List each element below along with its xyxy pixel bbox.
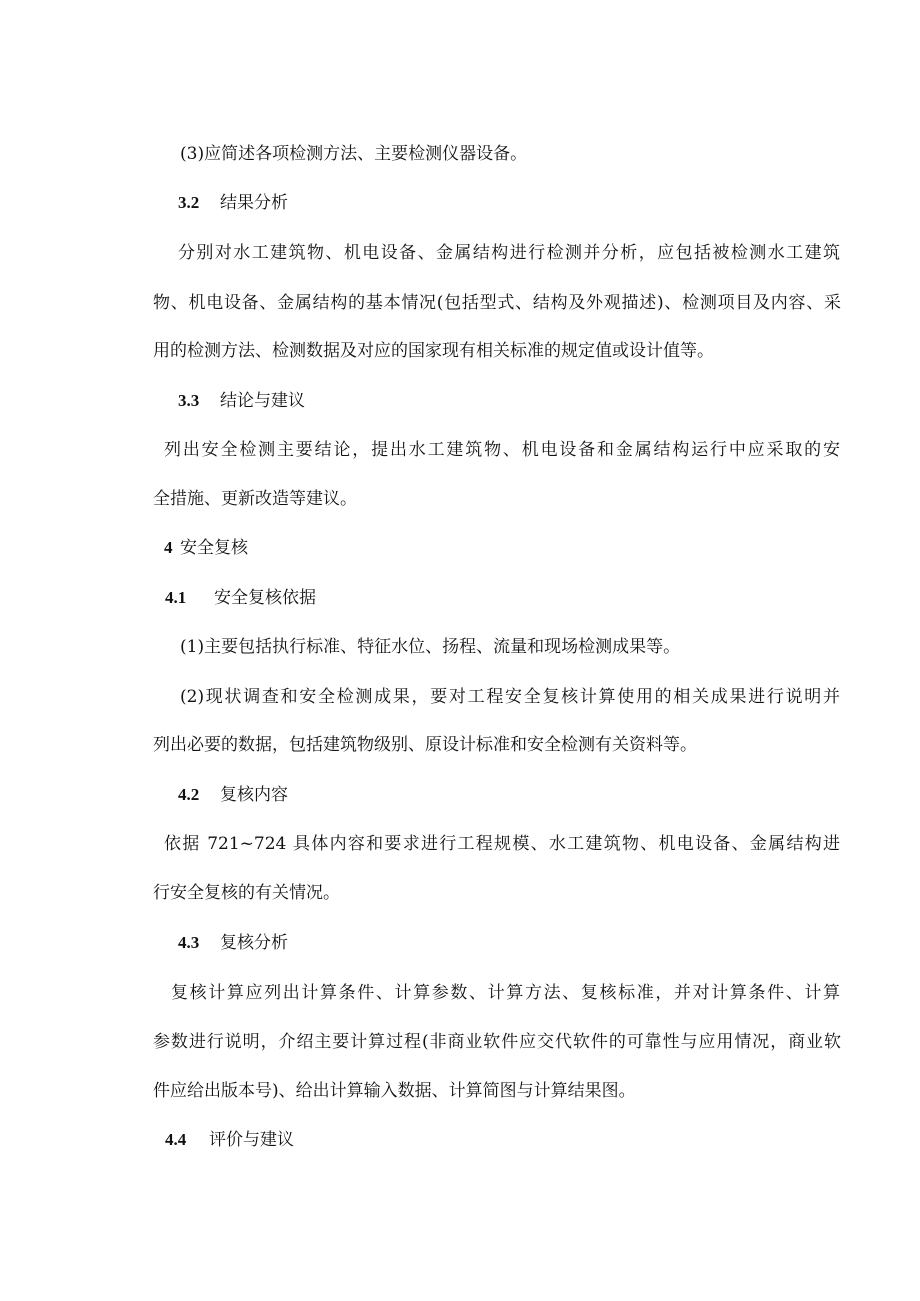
paragraph-line: 分别对水工建筑物、机电设备、金属结构进行检测并分析，应包括被检测水工建筑: [178, 243, 840, 263]
section-title: 评价与建议: [209, 1130, 294, 1150]
paragraph-line: 件应给出版本号)、给出计算输入数据、计算简图与计算结果图。: [153, 1081, 636, 1101]
paragraph-line: 物、机电设备、金属结构的基本情况(包括型式、结构及外观描述)、检测项目及内容、采: [153, 293, 841, 313]
section-heading-3-2: [178, 192, 288, 214]
paragraph-line: 参数进行说明，介绍主要计算过程(非商业软件应交代软件的可靠性与应用情况，商业软: [153, 1032, 841, 1052]
section-title: 复核分析: [220, 933, 288, 953]
section-number: 4.3: [178, 933, 200, 952]
paragraph-line: 复核计算应列出计算条件、计算参数、计算方法、复核标准，并对计算条件、计算: [171, 983, 840, 1003]
section-heading-4-1: [165, 587, 316, 609]
section-number: 4.1: [165, 588, 187, 607]
section-heading-4-3: [178, 932, 288, 954]
section-heading-4-2: [178, 784, 288, 806]
paragraph-line: 行安全复核的有关情况。: [153, 883, 340, 903]
list-item-line: (2)现状调查和安全检测成果，要对工程安全复核计算使用的相关成果进行说明并: [180, 687, 840, 707]
paragraph-line: 列出安全检测主要结论，提出水工建筑物、机电设备和金属结构运行中应采取的安: [164, 440, 840, 460]
section-number: 4.2: [178, 785, 200, 804]
section-title: 结论与建议: [220, 391, 305, 411]
paragraph-line: 用的检测方法、检测数据及对应的国家现有相关标准的规定值或设计值等。: [153, 341, 714, 361]
section-number: 4.4: [165, 1130, 187, 1149]
paragraph-line: 依据 721~724 具体内容和要求进行工程规模、水工建筑物、机电设备、金属结构进: [164, 834, 840, 854]
paragraph-line: 全措施、更新改造等建议。: [153, 489, 357, 509]
section-heading-3-3: [178, 390, 305, 412]
list-item: (3)应简述各项检测方法、主要检测仪器设备。: [180, 144, 528, 164]
section-title: 安全复核依据: [214, 588, 316, 608]
section-title: 结果分析: [220, 193, 288, 213]
section-number: 3.3: [178, 391, 200, 410]
section-heading-4: [164, 537, 248, 559]
section-number: 4: [164, 538, 173, 557]
section-title: 复核内容: [220, 785, 288, 805]
section-number: 3.2: [178, 193, 200, 212]
list-item: (1)主要包括执行标准、特征水位、扬程、流量和现场检测成果等。: [180, 637, 681, 657]
section-heading-4-4: [165, 1129, 294, 1151]
list-item-line: 列出必要的数据，包括建筑物级别、原设计标准和安全检测有关资料等。: [153, 735, 697, 755]
section-title: 安全复核: [180, 538, 248, 558]
